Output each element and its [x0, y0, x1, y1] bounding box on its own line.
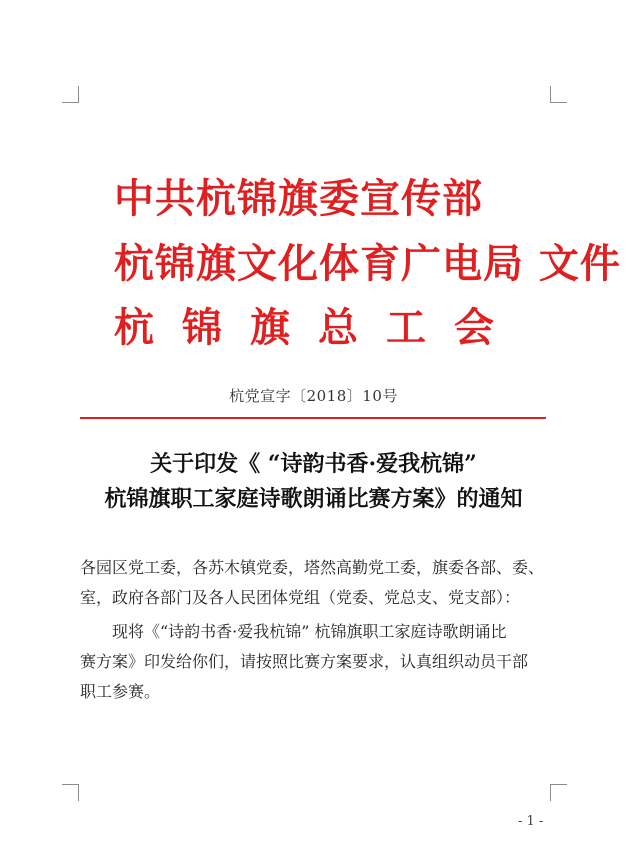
- issuer-line-1: 中共杭锦旗委宣传部: [114, 175, 483, 222]
- crop-mark-top-right: [550, 86, 567, 103]
- crop-mark-bottom-left: [62, 784, 79, 801]
- addressees-line-2: 室，政府各部门及各人民团体党组（党委、党总支、党支部）：: [80, 588, 521, 607]
- document-number: 杭党宣字〔2018〕10号: [229, 387, 398, 405]
- notice-title-line-2: 杭锦旗职工家庭诗歌朗诵比赛方案》的通知: [104, 486, 523, 512]
- addressees-line-1: 各园区党工委，各苏木镇党委，塔然高勤党工委，旗委各部、委、: [80, 558, 545, 577]
- notice-title-line-1: 关于印发《 “诗韵书香·爱我杭锦”: [150, 451, 477, 477]
- body-paragraph-line-3: 职工参赛。: [80, 682, 161, 701]
- page-number: - 1 -: [518, 814, 544, 829]
- crop-mark-top-left: [62, 86, 79, 103]
- body-paragraph-line-2: 赛方案》印发给你们，请按照比赛方案要求，认真组织动员干部: [80, 652, 529, 671]
- issuer-line-2: 杭锦旗文化体育广电局 文件: [114, 240, 621, 287]
- red-divider-rule: [80, 417, 546, 419]
- issuer-line-3: 杭锦旗总工会: [114, 304, 522, 351]
- crop-mark-bottom-right: [550, 784, 567, 801]
- body-paragraph-line-1: 现将《“诗韵书香·爱我杭锦” 杭锦旗职工家庭诗歌朗诵比: [112, 622, 507, 641]
